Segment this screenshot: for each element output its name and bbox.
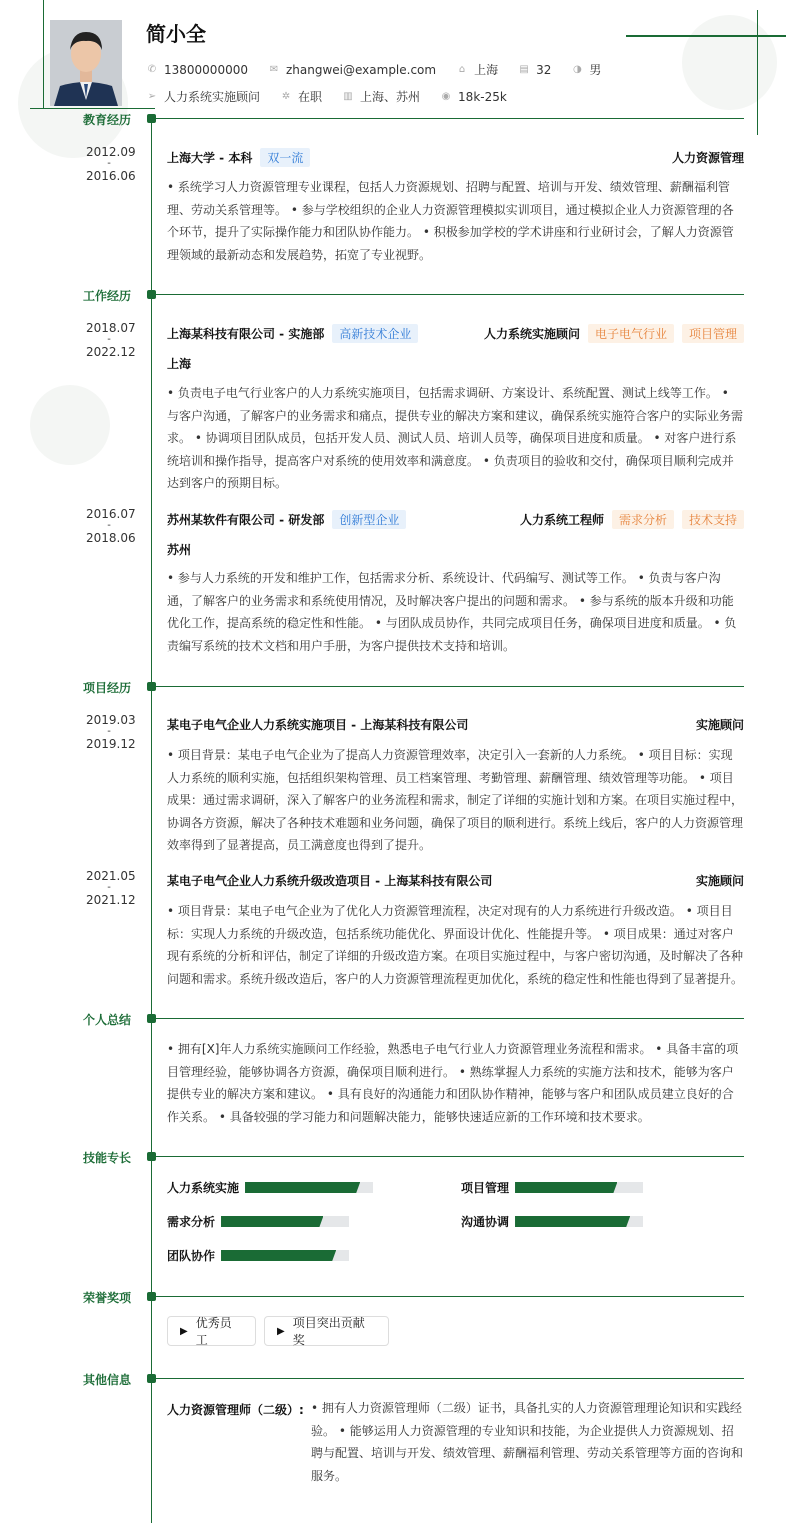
award-label: 项目突出贡献奖 xyxy=(292,1316,365,1347)
section-divider xyxy=(156,1378,744,1379)
skill-item xyxy=(167,1179,373,1196)
timeline-line xyxy=(151,118,152,1523)
salary-text: 18k-25k xyxy=(458,89,507,104)
certificate-description: • 拥有人力资源管理师（二级）证书，具备扎实的人力资源管理理论知识和实践经验。 • 能够运用人力资源管理的专业知识和技能，为企业提供人力资源规划、招聘与配置、培训与开发、绩效管理、薪酬福利管理、劳动关系管理等方面的咨询和服务。 xyxy=(311,1401,744,1483)
section-title-skills: 技能专长 xyxy=(83,1151,132,1165)
section-divider xyxy=(156,686,744,687)
skill-item xyxy=(461,1213,643,1230)
skill-bar xyxy=(515,1216,643,1227)
section-title-awards: 荣誉奖项 xyxy=(83,1291,132,1305)
work-header xyxy=(167,324,744,343)
gender-icon: ◑ xyxy=(573,63,582,75)
skill-bar xyxy=(515,1182,643,1193)
gender-text: 男 xyxy=(589,63,602,77)
city-text: 上海 xyxy=(474,63,499,77)
decor-line xyxy=(757,10,758,135)
edu-date: 2012.09 - 2016.06 xyxy=(86,145,136,183)
role-text: 人力系统实施顾问 xyxy=(483,327,580,341)
section-divider xyxy=(156,1156,744,1157)
play-icon: ▶ xyxy=(180,1325,188,1337)
work-date: 2016.07 - 2018.06 xyxy=(86,507,136,545)
skill-bar xyxy=(245,1182,373,1193)
skill-name: 需求分析 xyxy=(167,1215,216,1229)
date-end: 2018.06 xyxy=(86,531,136,545)
timeline-dot xyxy=(147,1152,156,1161)
home-icon: ⌂ xyxy=(458,63,466,75)
section-title-other: 其他信息 xyxy=(83,1373,132,1387)
date-start: 2019.03 xyxy=(86,713,136,727)
skill-item xyxy=(167,1247,349,1264)
work-date: 2018.07 - 2022.12 xyxy=(86,321,136,359)
skill-bar-fill xyxy=(515,1216,630,1227)
timeline-dot xyxy=(147,290,156,299)
section-title-work: 工作经历 xyxy=(83,289,132,303)
award-chip xyxy=(264,1316,389,1346)
project-date: 2019.03 - 2019.12 xyxy=(86,713,136,751)
project-title: 某电子电气企业人力系统实施项目 - 上海某科技有限公司 xyxy=(167,718,469,732)
work-header xyxy=(167,510,744,529)
work-description: • 负责电子电气行业客户的人力系统实施项目，包括需求调研、方案设计、系统配置、测试上线等工作。 • 与客户沟通，了解客户的业务需求和痛点，提供专业的解决方案和建议，确保系统实施符合客户的实际业务需求。 • 协调项目团队成员，包括开发人员、测试人员、培训人员等，确保项目进度和质量。 • 对客户进行系统培训和操作指导，提高客户对系统的使用效率和满意度。 • 负责项目的验收和交付，确保项目顺利完成并达到客户的预期目标。 xyxy=(167,386,744,490)
work-city: 苏州 xyxy=(167,543,192,557)
date-end: 2022.12 xyxy=(86,345,136,359)
timeline-dot xyxy=(147,1292,156,1301)
skill-bar-fill xyxy=(221,1216,323,1227)
candidate-name: 简小全 xyxy=(146,22,206,46)
section-title-education: 教育经历 xyxy=(83,113,132,127)
project-date: 2021.05 - 2021.12 xyxy=(86,869,136,907)
date-start: 2018.07 xyxy=(86,321,136,335)
section-divider xyxy=(156,1018,744,1019)
role-tag: 技术支持 xyxy=(682,510,744,529)
major-text: 人力资源管理 xyxy=(671,151,744,165)
project-header xyxy=(167,716,744,733)
skill-name: 人力系统实施 xyxy=(167,1181,240,1195)
email-icon: ✉ xyxy=(269,63,279,75)
edu-header xyxy=(167,148,744,167)
salary-icon: ◉ xyxy=(441,90,451,102)
decor-line xyxy=(30,108,155,109)
skill-bar-fill xyxy=(221,1250,336,1261)
role-tag: 项目管理 xyxy=(682,324,744,343)
timeline-dot xyxy=(147,682,156,691)
age-icon: ▤ xyxy=(519,63,529,75)
role-tag: 需求分析 xyxy=(612,510,674,529)
skill-name: 沟通协调 xyxy=(461,1215,510,1229)
date-start: 2016.07 xyxy=(86,507,136,521)
project-header xyxy=(167,872,744,889)
skill-name: 团队协作 xyxy=(167,1249,216,1263)
company-tag: 高新技术企业 xyxy=(332,324,418,343)
project-role: 实施顾问 xyxy=(695,874,744,888)
certificate-label: 人力资源管理师（二级）: xyxy=(167,1403,304,1417)
section-divider xyxy=(156,118,744,119)
role-text: 人力系统工程师 xyxy=(519,513,604,527)
status-text: 在职 xyxy=(298,90,323,104)
decor-circle xyxy=(682,15,777,110)
work-description: • 参与人力系统的开发和维护工作，包括需求分析、系统设计、代码编写、测试等工作。 • 负责与客户沟通，了解客户的业务需求和系统使用情况，及时解决客户提出的问题和需求。 • 参与系统的版本升级和功能优化工作，提高系统的稳定性和性能。 • 与团队成员协作，共同完成项目任务，确保项目进度和质量。 • 负责编写系统的技术文档和用户手册，为客户提供技术支持和培训。 xyxy=(167,571,737,653)
send-icon: ➢ xyxy=(147,90,157,102)
award-label: 优秀员工 xyxy=(195,1316,232,1347)
skill-name: 项目管理 xyxy=(461,1181,510,1195)
play-icon: ▶ xyxy=(277,1325,285,1337)
phone-text: 13800000000 xyxy=(164,62,248,77)
skill-bar xyxy=(221,1250,349,1261)
company-tag: 创新型企业 xyxy=(332,510,406,529)
locations-text: 上海、苏州 xyxy=(360,90,421,104)
timeline-dot xyxy=(147,114,156,123)
phone-icon: ✆ xyxy=(147,63,157,75)
section-title-projects: 项目经历 xyxy=(83,681,132,695)
date-end: 2021.12 xyxy=(86,893,136,907)
date-end: 2019.12 xyxy=(86,737,136,751)
skill-item xyxy=(461,1179,643,1196)
email-text: zhangwei@example.com xyxy=(285,62,437,77)
job-row xyxy=(146,88,507,105)
building-icon: ▥ xyxy=(343,90,353,102)
skill-bar-fill xyxy=(245,1182,360,1193)
decor-line xyxy=(43,0,44,108)
award-chip xyxy=(167,1316,256,1346)
settings-icon: ✲ xyxy=(281,90,291,102)
skill-bar xyxy=(221,1216,349,1227)
section-title-summary: 个人总结 xyxy=(83,1013,132,1027)
role-tag: 电子电气行业 xyxy=(588,324,674,343)
position-text: 人力系统实施顾问 xyxy=(164,90,261,104)
school-tag: 双一流 xyxy=(260,148,310,167)
work-city: 上海 xyxy=(167,357,192,371)
timeline-dot xyxy=(147,1014,156,1023)
section-divider xyxy=(156,1296,744,1297)
section-divider xyxy=(156,294,744,295)
project-description: • 项目背景：某电子电气企业为了优化人力资源管理流程，决定对现有的人力系统进行升级改造。 • 项目目标：实现人力系统的升级改造，包括系统功能优化、界面设计优化、性能提升等。 • 项目成果：通过对客户现有系统的分析和评估，制定了详细的升级改造方案。在项目实施过程中，与客户密切沟通，及时解决了各种问题和需求。系统升级改造后，客户的人力资源管理流程更加优化，系统的稳定性和性能也得到了显著提升。 xyxy=(167,904,744,986)
edu-description: • 系统学习人力资源管理专业课程，包括人力资源规划、招聘与配置、培训与开发、绩效管理、薪酬福利管理、劳动关系管理等。 • 参与学校组织的企业人力资源管理模拟实训项目，通过模拟企业人力资源管理的各个环节，提升了实际操作能力和团队协作能力。 • 积极参加学校的学术讲座和行业研讨会，了解人力资源管理领域的最新动态和发展趋势，拓宽了专业视野。 xyxy=(167,180,734,262)
date-end: 2016.06 xyxy=(86,169,136,183)
avatar xyxy=(50,20,122,106)
decor-circle xyxy=(30,385,110,465)
date-start: 2012.09 xyxy=(86,145,136,159)
age-text: 32 xyxy=(536,62,552,77)
school-name: 上海大学 - 本科 xyxy=(167,151,253,165)
skill-bar-fill xyxy=(515,1182,617,1193)
company-name: 上海某科技有限公司 - 实施部 xyxy=(167,327,325,341)
project-role: 实施顾问 xyxy=(695,718,744,732)
project-description: • 项目背景：某电子电气企业为了提高人力资源管理效率，决定引入一套新的人力系统。 • 项目目标：实现人力系统的顺利实施，包括组织架构管理、员工档案管理、考勤管理、薪酬管理、绩效管理等功能。 • 项目成果：通过需求调研，深入了解客户的业务流程和需求，制定了详细的实施计划和方案。在项目实施过程中，协调各方资源，解决了各种技术难题和业务问题，确保了项目的顺利进行。系统上线后，客户的人力资源管理效率得到了显著提高，员工满意度也得到了提升。 xyxy=(167,748,744,852)
contact-row xyxy=(146,61,601,78)
project-title: 某电子电气企业人力系统升级改造项目 - 上海某科技有限公司 xyxy=(167,874,493,888)
summary-text: • 拥有[X]年人力系统实施顾问工作经验，熟悉电子电气行业人力资源管理业务流程和需求。 • 具备丰富的项目管理经验，能够协调各方资源，确保项目顺利进行。 • 熟练掌握人力系统的实施方法和技术，能够为客户提供专业的解决方案和建议。 • 具有良好的沟通能力和团队协作精神，能够与客户和团队成员建立良好的合作关系。 • 具备较强的学习能力和问题解决能力，能够快速适应新的工作环境和技术要求。 xyxy=(167,1042,739,1124)
date-start: 2021.05 xyxy=(86,869,136,883)
company-name: 苏州某软件有限公司 - 研发部 xyxy=(167,513,325,527)
timeline-dot xyxy=(147,1374,156,1383)
decor-line xyxy=(626,35,786,37)
skill-item xyxy=(167,1213,349,1230)
